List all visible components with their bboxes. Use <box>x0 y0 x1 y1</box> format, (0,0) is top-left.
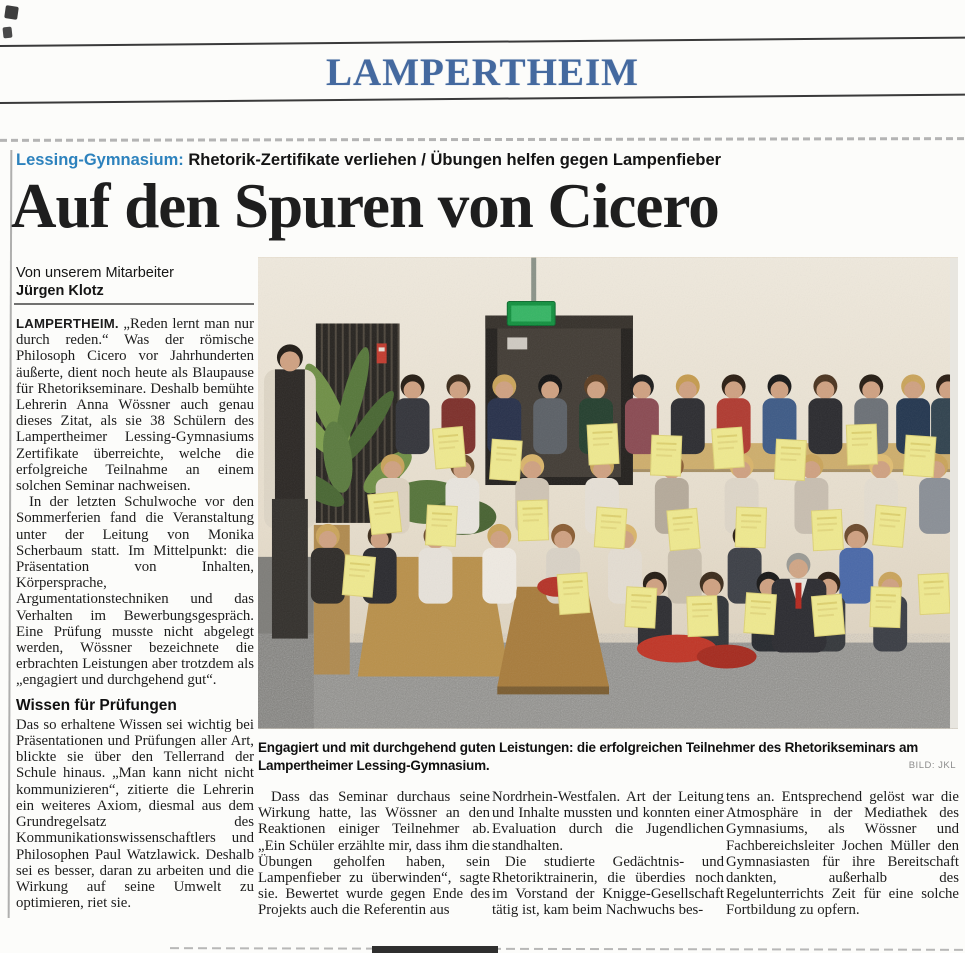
group-photo <box>258 257 958 729</box>
lede-label: LAMPERTHEIM. <box>16 316 119 331</box>
byline-rule <box>14 303 254 305</box>
lede-text: „Reden lernt man nur durch reden.“ Was der römische Philosoph Cicero vor Jahrhunderten äußerte, dient noch heute als Blaupause für Rhetorikseminare. Deshalb bemühte Lehrerin Anna Wössner auch genau dieses Zitat, als sie 38 Schülern des Lampertheimer Lessing-Gymnasiums Zertifikate überreichte, welche die erfolgreiche Teilnahme an einem solchen Seminar nachweisen. <box>16 316 254 495</box>
photo-credit: BILD: JKL <box>908 760 956 771</box>
paragraph: In der letzten Schulwoche vor den Sommerferien fand die Veranstaltung unter der Leitung von Monika Scherbaum statt. Im Mittelpunkt: die Präsentation von Inhalten, Körpersprache, Argumentationstechniken und das Verhalten im Bewerbungsgespräch. Eine Prüfung musste nicht abgelegt werden, Wössner bezeichnete die erbrachten Leistungen aber trotzdem als „engagiert und durchgehend gut“. <box>16 494 254 689</box>
article-bottom-column-2 <box>492 789 724 919</box>
masthead-title: LAMPERTHEIM <box>326 51 639 94</box>
photo-caption <box>258 739 958 775</box>
bottom-scan-line <box>170 947 965 951</box>
section-dashed-rule <box>0 137 965 142</box>
paragraph-lede <box>16 316 254 494</box>
left-column-rule <box>8 150 13 918</box>
kicker <box>16 151 836 170</box>
bottom-scan-bar <box>372 946 498 953</box>
photo-edge-strip <box>950 258 958 729</box>
paragraph: Nordrhein-Westfalen. Art der Leitung und Inhalte mussten und konnten einer Evaluation durch die Jugendlichen standhalten. <box>492 789 724 854</box>
kicker-text: Rhetorik-Zertifikate verliehen / Übungen helfen gegen Lampenfieber <box>188 151 722 169</box>
article-bottom-column-3 <box>726 789 959 919</box>
masthead-rule-bottom <box>0 94 965 104</box>
group-photo-illustration <box>258 257 958 729</box>
byline-author: Jürgen Klotz <box>16 283 104 299</box>
headline: Auf den Spuren von Cicero <box>11 171 719 241</box>
scan-mark <box>2 27 12 39</box>
byline <box>16 264 254 300</box>
byline-intro: Von unserem Mitarbeiter <box>16 265 174 281</box>
paragraph: tens an. Entsprechend gelöst war die Atmosphäre in der Mediathek des Gymnasiums, als Wössner und Fachbereichsleiter Jochen Müller den Gymnasiasten für ihre Bereitschaft dankten, außerhalb des Regelunterrichts Zeit für eine solche Fortbildung zu opfern. <box>726 789 959 919</box>
article-left-column <box>16 316 254 911</box>
scan-mark <box>4 5 19 20</box>
kicker-label: Lessing-Gymnasium: <box>16 151 184 169</box>
masthead-rule-top <box>0 37 965 47</box>
paragraph: Das so erhaltene Wissen sei wichtig bei Präsentationen und Prüfungen aller Art, blickte sie über den Tellerrand der Schule hinaus. „Man kann nicht nicht kommunizieren“, zitierte die Lehrerin ein weiteres Axiom, diesmal aus dem Grundregelsatz des Kommunikationswissenschaftlers und Philosophen Paul Watzlawick. Deshalb sei es besser, daran zu arbeiten und die Wirkung auf seine Umwelt zu optimieren, riet sie. <box>16 716 254 912</box>
photo-grain-overlay <box>258 258 958 729</box>
paragraph: Die studierte Gedächtnis- und Rhetoriktrainerin, die überdies noch im Vorstand der Knigge-Gesellschaft tätig ist, kam beim Nachwuchs bes- <box>492 853 724 919</box>
article-bottom-column-1 <box>258 789 490 919</box>
caption-text: Engagiert und mit durchgehend guten Leistungen: die erfolgreichen Teilnehmer des Rhetorikseminars am Lampertheimer Lessing-Gymnasium. <box>258 740 919 773</box>
paragraph: Dass das Seminar durchaus seine Wirkung hatte, las Wössner an den Reaktionen einiger Teilnehmer ab. „Ein Schüler erzählte mir, dass ihm die Übungen geholfen haben, sein Lampenfieber zu überwinden“, sagte sie. Bewertet wurde gegen Ende des Projekts auch die Referentin aus <box>258 789 490 919</box>
subheading: Wissen für Prüfungen <box>16 696 177 714</box>
